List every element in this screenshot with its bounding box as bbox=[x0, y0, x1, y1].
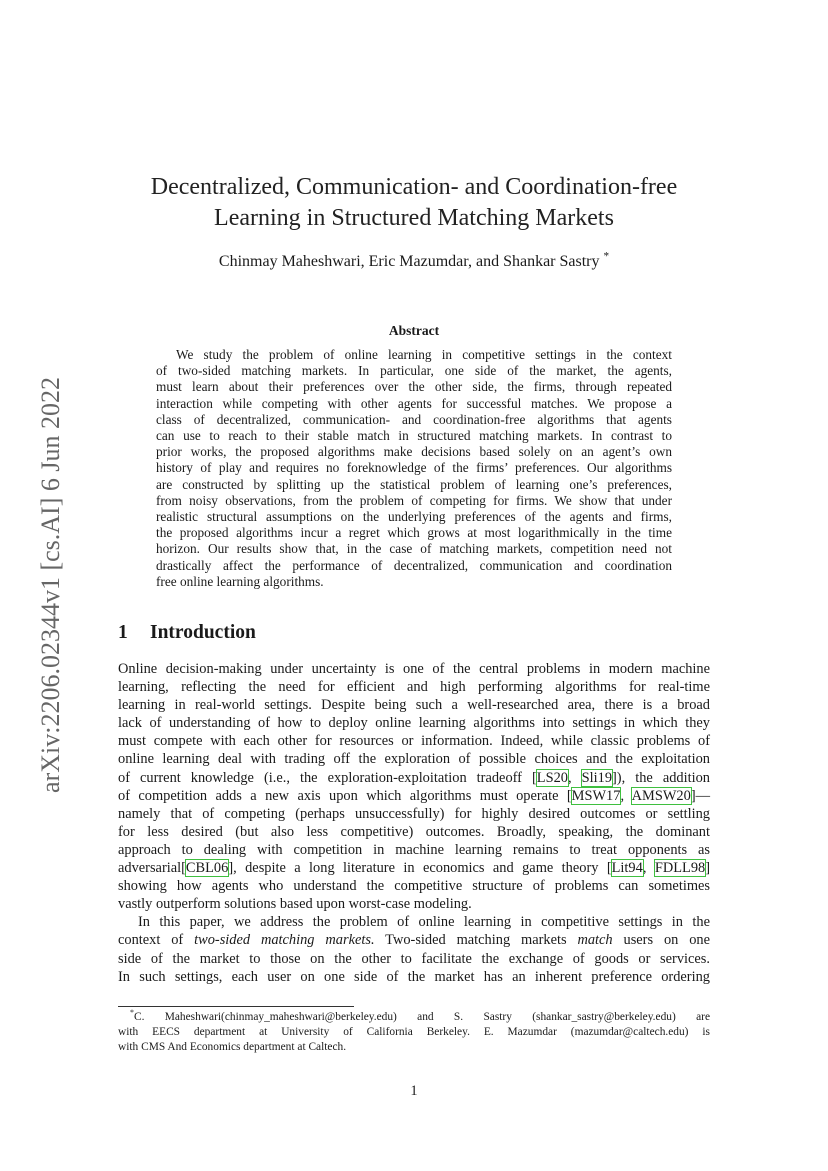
abstract-line: class of decentralized, communication- and coordination-free algorithms that agents bbox=[156, 411, 672, 427]
emphasis-text: match bbox=[577, 932, 613, 949]
body-line: approach to dealing with competition in machine learning remains to treat opponents as bbox=[118, 841, 710, 858]
body-line bbox=[118, 931, 710, 949]
body-text: ], despite a long literature in economics and game theory [ bbox=[228, 860, 612, 877]
abstract-line: of two-sided matching markets. In particular, one side of the market, the agents, bbox=[156, 363, 672, 379]
abstract-body bbox=[156, 347, 672, 590]
body-text: ]), the addition bbox=[612, 769, 711, 786]
body-line bbox=[118, 859, 710, 877]
body-line: for less desired (but also less competitive) outcomes. Broadly, speaking, the dominant bbox=[118, 823, 710, 840]
citation-link-msw17[interactable]: MSW17 bbox=[571, 787, 621, 804]
author-footnote-mark: * bbox=[603, 250, 610, 263]
abstract-line: interaction while competing with other agents for successful matches. We propose a bbox=[156, 395, 672, 411]
abstract-heading: Abstract bbox=[388, 323, 440, 338]
emphasis-text: two-sided matching markets. bbox=[194, 932, 375, 949]
body-text: , bbox=[642, 860, 655, 877]
body-line: side of the market to those on the other to facilitate the exchange of goods or services. bbox=[118, 950, 710, 967]
section-number: 1 bbox=[118, 622, 128, 643]
arxiv-stamp-text: arXiv:2206.02344v1 [cs.AI] 6 Jun 2022 bbox=[36, 377, 65, 793]
body-line: learning in real-world settings. Despite being such a well-researched area, there is a broad bbox=[118, 697, 710, 714]
arxiv-stamp bbox=[36, 377, 66, 793]
citation-link-lit94[interactable]: Lit94 bbox=[611, 860, 643, 877]
abstract-line: are constructed by splitting up the statistical problem of learning one’s preferences, bbox=[156, 476, 672, 492]
body-line: namely that of competing (perhaps unsuccessfully) for highly desired outcomes or settling bbox=[118, 805, 710, 822]
body-text: , bbox=[620, 787, 632, 804]
body-text: of competition adds a new axis upon which algorithms must operate [ bbox=[118, 787, 572, 804]
body-line: Online decision-making under uncertainty is one of the central problems in modern machine bbox=[118, 661, 710, 677]
body-line: lack of understanding of how to deploy online learning algorithms into settings in which they bbox=[118, 715, 710, 732]
body-line bbox=[118, 787, 710, 805]
abstract-line: prior works, the proposed algorithms make decisions based solely on an agent’s own bbox=[156, 444, 672, 460]
body-line: In this paper, we address the problem of online learning in competitive settings in the bbox=[138, 914, 710, 931]
footnote-text: C. Maheshwari(chinmay_maheshwari@berkeley.edu) and S. Sastry (shankar_sastry@berkeley.edu) are bbox=[133, 1011, 710, 1023]
abstract-line: history of play and requires no foreknowledge of the firms’ preferences. Our algorithms bbox=[156, 460, 672, 476]
title-line-2: Learning in Structured Matching Markets bbox=[214, 205, 614, 231]
body-text: ] bbox=[705, 860, 711, 877]
body-line: learning, reflecting the need for efficient and high performing algorithms for real-time bbox=[118, 679, 710, 696]
section-heading bbox=[118, 622, 256, 644]
citation-link-ls20[interactable]: LS20 bbox=[536, 769, 568, 786]
page-number: 1 bbox=[410, 1083, 418, 1099]
citation-link-fdll98[interactable]: FDLL98 bbox=[654, 860, 706, 877]
footnote-line: with EECS department at University of California Berkeley. E. Mazumdar (mazumdar@caltech.edu) is bbox=[118, 1026, 710, 1038]
footnote-divider bbox=[118, 1006, 354, 1007]
body-line: online learning deal with trading off the exploration of possible choices and the exploitation bbox=[118, 751, 710, 768]
abstract-line: must learn about their preferences over the other side, the firms, through repeated bbox=[156, 379, 672, 395]
body-line: showing how agents who understand the competitive structure of problems can sometimes bbox=[118, 878, 710, 895]
body-text: Two-sided matching markets bbox=[374, 932, 578, 949]
authors-text: Chinmay Maheshwari, Eric Mazumdar, and Shankar Sastry bbox=[218, 253, 600, 270]
title-line-1: Decentralized, Communication- and Coordination-free bbox=[150, 174, 678, 200]
introduction-body bbox=[118, 660, 710, 986]
citation-link-cbl06[interactable]: CBL06 bbox=[185, 860, 229, 877]
footnote-mark: * bbox=[130, 1008, 134, 1018]
abstract-line: realistic structural assumptions on the underlying preferences of the agents and firms, bbox=[156, 509, 672, 525]
body-text: of current knowledge (i.e., the exploration-exploitation tradeoff [ bbox=[118, 769, 537, 786]
citation-link-sli19[interactable]: Sli19 bbox=[581, 769, 613, 786]
footnote-line: with CMS And Economics department at Caltech. bbox=[118, 1041, 347, 1053]
abstract-line: can use to reach to their stable match in structured matching markets. In contrast to bbox=[156, 428, 672, 444]
body-text: adversarial[ bbox=[118, 860, 186, 877]
abstract-line: the proposed algorithms incur a regret which grows at most logarithmically in the time bbox=[156, 525, 672, 541]
footnote-line bbox=[118, 1010, 710, 1025]
footnote bbox=[118, 1010, 710, 1055]
body-line: In such settings, each user on one side of the market has an inherent preference ordering bbox=[118, 968, 710, 985]
abstract-line: We study the problem of online learning in competitive settings in the context bbox=[176, 347, 672, 362]
abstract-line: horizon. Our results show that, in the case of matching markets, competition need not bbox=[156, 541, 672, 557]
author-list bbox=[118, 252, 710, 272]
abstract-line: free online learning algorithms. bbox=[156, 573, 324, 589]
body-text: ]— bbox=[690, 787, 710, 804]
body-line bbox=[118, 769, 710, 787]
body-line: vastly outperform solutions based upon worst-case modeling. bbox=[118, 896, 472, 913]
abstract-line: from noisy observations, from the problem of competing for firms. We show that under bbox=[156, 492, 672, 508]
body-text: , bbox=[567, 769, 582, 786]
body-line: must compete with each other for resources or information. Indeed, while classic problems of bbox=[118, 733, 710, 750]
citation-link-amsw20[interactable]: AMSW20 bbox=[631, 787, 691, 804]
abstract-line: drastically affect the performance of decentralized, communication and coordination bbox=[156, 557, 672, 573]
body-text: users on one bbox=[612, 932, 711, 949]
body-text: context of bbox=[118, 932, 195, 949]
section-title: Introduction bbox=[150, 622, 256, 643]
paper-title bbox=[118, 172, 710, 234]
